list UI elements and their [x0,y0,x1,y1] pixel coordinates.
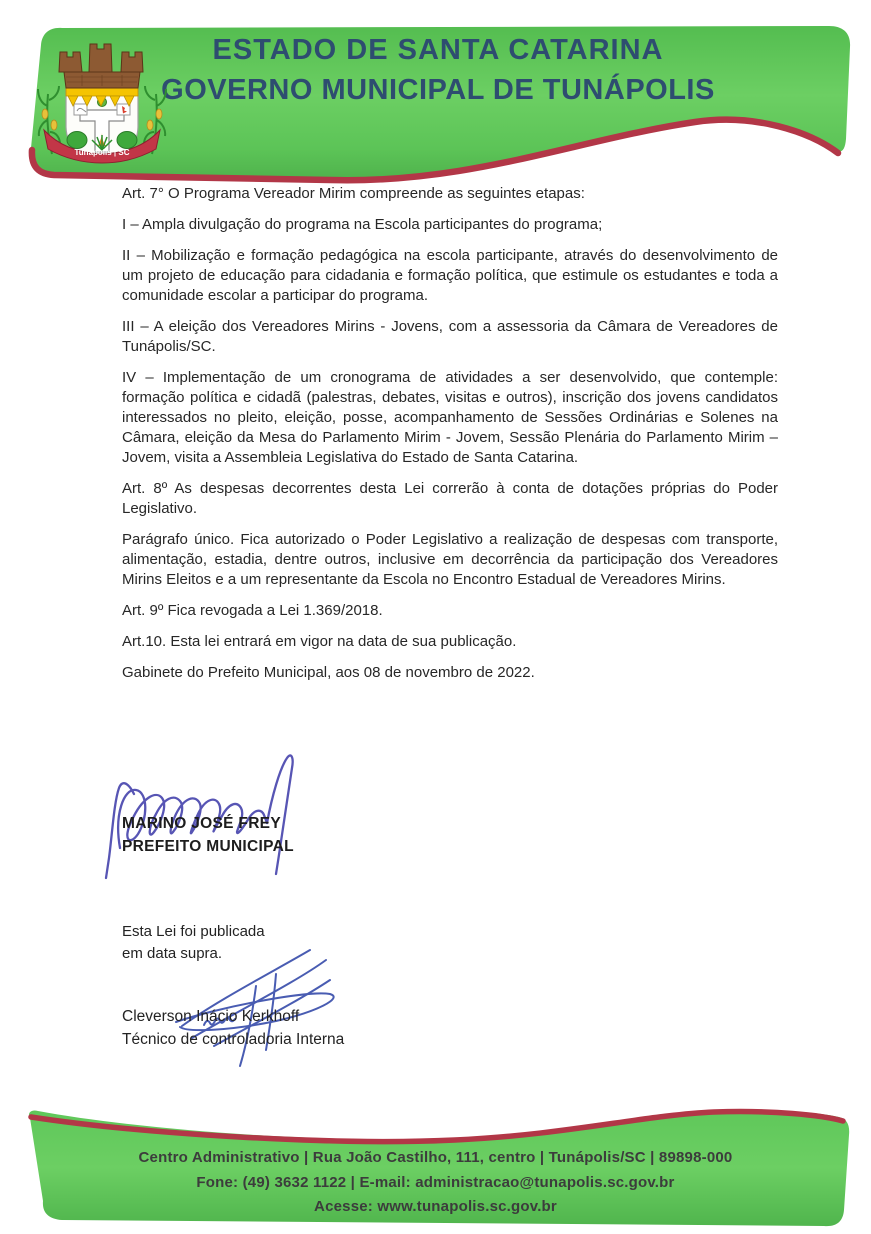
mayor-title: PREFEITO MUNICIPAL [122,838,294,855]
paragraph-item-2: II – Mobilização e formação pedagógica na escola participante, através do desenvolvimento de um projeto de educação para cidadania e formação política, que estimule os estudantes e toda a comunidade escolar a participar do programa. [122,247,778,304]
footer-address: Centro Administrativo | Rua João Castilho, 111, centro | Tunápolis/SC | 89898-000 [138,1149,733,1166]
mural-crown [59,44,143,88]
paragraph-item-1: I – Ampla divulgação do programa na Escola participantes do programa; [122,216,603,233]
government-title: GOVERNO MUNICIPAL DE TUNÁPOLIS [161,74,715,106]
controller-name: Cleverson Inácio Kerkhoff [122,1008,300,1025]
paragraph-art-8: Art. 8º As despesas decorrentes desta Lei correrão à conta de dotações próprias do Poder Legislativo. [122,480,778,517]
controller-signature-block [122,1005,344,1051]
bush-right [117,132,137,149]
state-title: ESTADO DE SANTA CATARINA [212,34,664,66]
tunapolis-coat-of-arms-icon [36,26,168,172]
paragraph-art-9: Art. 9º Fica revogada a Lei 1.369/2018. [122,602,383,619]
motto-ribbon-text: Tunápolis | SC [74,148,130,157]
footer-contact-info [40,1146,831,1220]
law-text [122,184,778,694]
paragraph-item-3: III – A eleição dos Vereadores Mirins - Jovens, com a assessoria da Câmara de Vereadores de Tunápolis/SC. [122,318,778,355]
bush-left [67,132,87,149]
paragraph-paragrafo-unico: Parágrafo único. Fica autorizado o Poder Legislativo a realização de despesas com transporte, alimentação, estadia, dentre outros, inclusive em decorrência da participação dos Vereadores Mirins Eleitos e a um representante da Escola no Encontro Estadual de Vereadores Mirins. [122,531,778,588]
goose-emblem [74,104,87,115]
publication-note-line2: em data supra. [122,945,223,962]
footer-website: Acesse: www.tunapolis.sc.gov.br [314,1198,557,1215]
paragraph-gabinete: Gabinete do Prefeito Municipal, aos 08 de novembro de 2022. [122,664,535,681]
mayor-signature-block [122,812,294,858]
paragraph-item-4: IV – Implementação de um cronograma de atividades a ser desenvolvido, que contemple: formação política e cidadã (palestras, debates, visitas e outros), inscrição dos jovens candidatos interessados no pleito, eleição, posse, acompanhamento de Sessões Ordinárias e Solenes na Câmara, eleição da Mesa do Parlamento Mirim - Jovem, Sessão Plenária do Parlamento Mirim – Jovem, visita a Assembleia Legislativa do Estado de Santa Catarina. [122,369,778,466]
paragraph-art-7: Art. 7° O Programa Vereador Mirim compreende as seguintes etapas: [122,185,585,202]
controller-title: Técnico de controladoria Interna [122,1031,345,1048]
paragraph-art-10: Art.10. Esta lei entrará em vigor na data de sua publicação. [122,633,517,650]
publication-note-line1: Esta Lei foi publicada [122,923,265,940]
footer-phone-email: Fone: (49) 3632 1122 | E-mail: administracao@tunapolis.sc.gov.br [196,1173,675,1191]
mayor-name: MARINO JOSÉ FREY [122,815,281,832]
